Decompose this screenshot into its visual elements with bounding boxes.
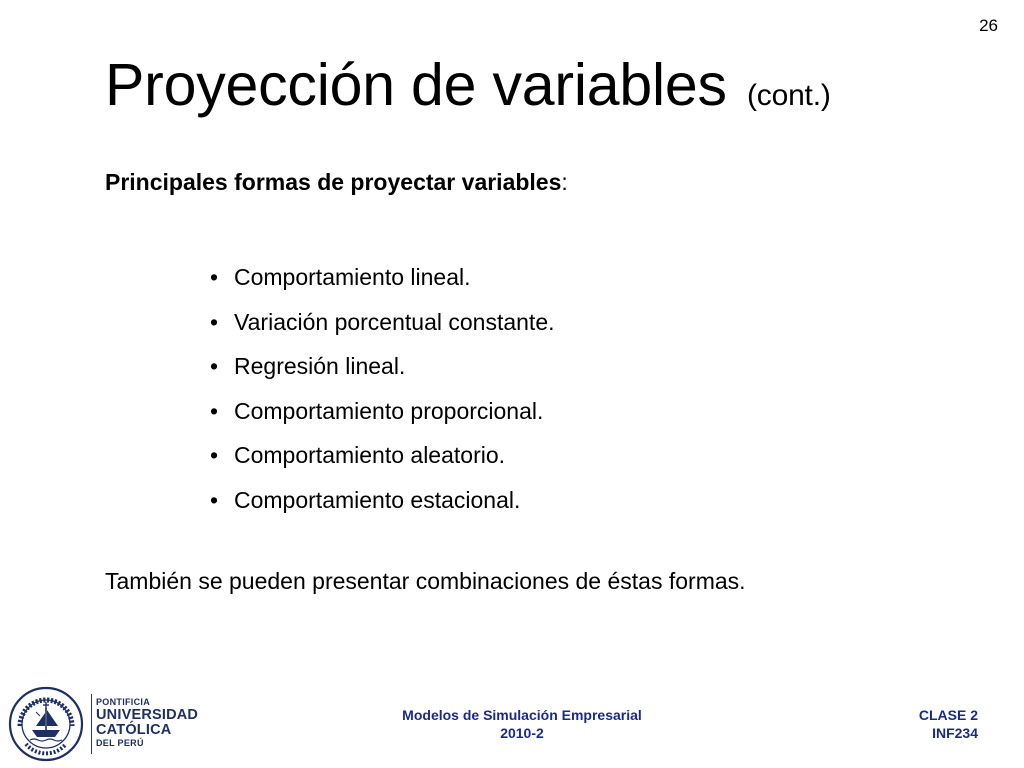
bullet-icon: •	[210, 264, 219, 290]
bullet-text: Comportamiento proporcional.	[234, 397, 544, 424]
bullet-icon: •	[210, 353, 219, 379]
logo-line-del-peru: DEL PERÚ	[96, 738, 144, 748]
bullet-icon: •	[210, 442, 219, 468]
footer-course	[0, 706, 1024, 742]
title-main: Proyección de variables	[105, 52, 727, 118]
bullet-list	[210, 255, 555, 522]
logo-line-universidad: UNIVERSIDAD	[96, 707, 199, 723]
section-heading	[105, 167, 568, 197]
bullet-text: Regresión lineal.	[234, 353, 406, 379]
bullet-text: Comportamiento aleatorio.	[234, 442, 506, 468]
page-number: 26	[979, 16, 998, 35]
bullet-text: Variación porcentual constante.	[234, 308, 555, 335]
bullet-item	[210, 389, 555, 434]
bullet-item	[210, 433, 555, 478]
bullet-icon: •	[210, 397, 219, 424]
footer-class	[919, 706, 978, 742]
closing-text: También se pueden presentar combinaciones de éstas formas.	[105, 568, 746, 594]
footer-class-code: INF234	[932, 725, 978, 741]
bullet-icon: •	[210, 308, 219, 335]
bullet-item	[210, 478, 555, 523]
section-heading-text: Principales formas de proyectar variables	[105, 169, 562, 195]
logo-line-pontificia: PONTIFICIA	[96, 697, 150, 707]
footer-class-number: CLASE 2	[918, 707, 978, 723]
bullet-text: Comportamiento lineal.	[234, 264, 471, 290]
bullet-item	[210, 255, 555, 300]
slide-title	[105, 50, 831, 131]
section-heading-colon: :	[561, 169, 568, 195]
bullet-item	[210, 300, 555, 345]
footer-course-name: Modelos de Simulación Empresarial	[402, 707, 642, 723]
footer-course-term: 2010-2	[500, 725, 544, 741]
title-suffix: (cont.)	[747, 79, 831, 112]
bullet-text: Comportamiento estacional.	[234, 486, 521, 513]
bullet-icon: •	[210, 486, 219, 513]
bullet-item	[210, 344, 555, 389]
logo-line-catolica: CATÓLICA	[96, 722, 172, 738]
